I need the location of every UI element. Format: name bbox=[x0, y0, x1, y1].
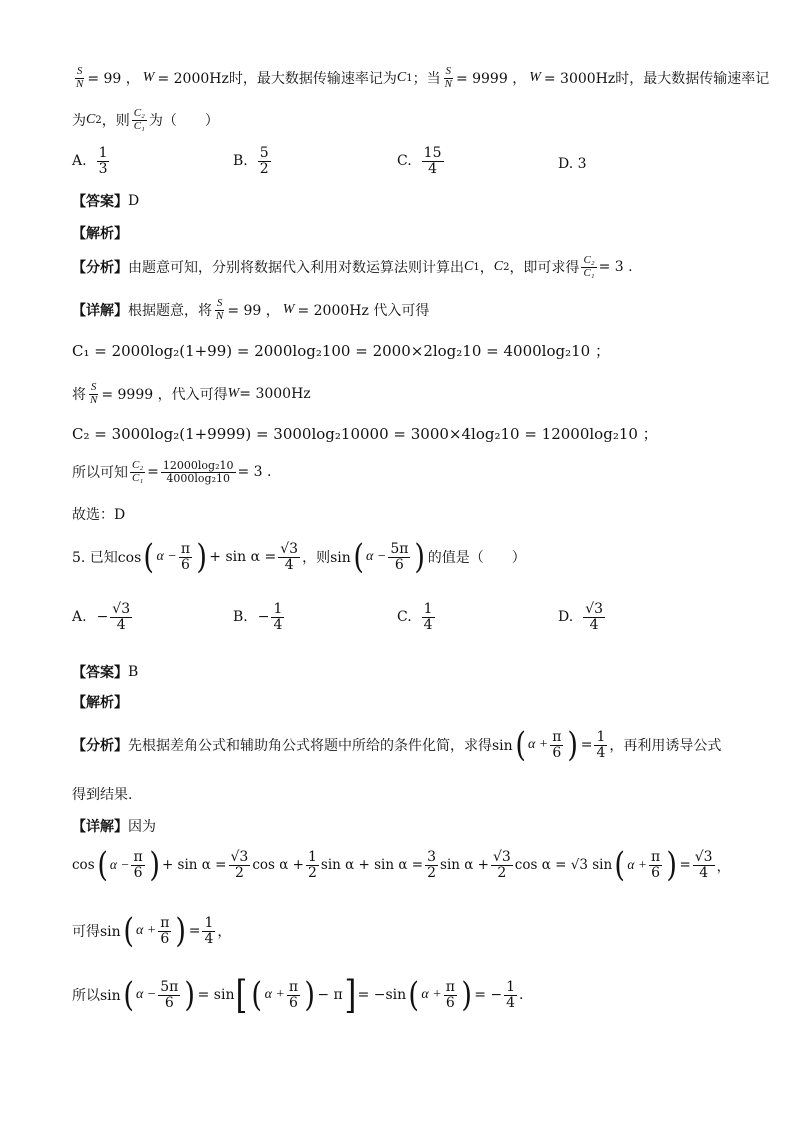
fraction-s-over-n: $\frac{S}{N}$ bbox=[76, 65, 84, 90]
fraction: $\frac{1}{2}$ bbox=[307, 848, 317, 881]
fraction-pi-6: $\frac{\pi}{6}$ bbox=[133, 848, 143, 881]
option-label: C. bbox=[397, 609, 412, 626]
text: 所以sin bbox=[72, 988, 121, 1004]
q4-option-b bbox=[233, 146, 273, 176]
answer-tag: 【答案】 bbox=[72, 665, 128, 681]
text: ， bbox=[479, 260, 494, 277]
q4-equation-1 bbox=[72, 340, 610, 361]
fraction-c2-over-c1: $\frac{\text{C₂}}{\text{C₁}}$ bbox=[133, 107, 145, 132]
var-c: C bbox=[396, 70, 407, 86]
right-paren: ) bbox=[184, 975, 196, 1015]
text: ，再利用诱导公式 bbox=[609, 738, 722, 754]
text: = 9999 ，代入可得 bbox=[101, 387, 228, 404]
text: 可得sin bbox=[72, 924, 121, 940]
text: 所以可知 bbox=[72, 465, 128, 482]
option-label: A. bbox=[72, 609, 87, 626]
fraction-pi-6: $\frac{\pi}{6}$ bbox=[160, 914, 170, 947]
text: = 9999 ， bbox=[455, 71, 527, 88]
q4-equation-2 bbox=[72, 423, 658, 444]
equation: C₁ = 2000log₂(1+99) = 2000log₂100 = 2000×2log₂10 = 4000log₂10 ； bbox=[72, 342, 610, 360]
fraction-log-ratio: $\frac{\text{12000log₂10}}{\text{4000log₂10}}$ bbox=[162, 459, 234, 485]
q5-fenxi-line2 bbox=[72, 784, 132, 804]
left-paren: ( bbox=[123, 975, 134, 1015]
subscript: 2 bbox=[503, 261, 510, 273]
fraction-pi-6: $\frac{\pi}{6}$ bbox=[180, 540, 191, 573]
text: = − bbox=[474, 987, 503, 1003]
text: α + bbox=[627, 857, 647, 872]
left-paren: ( bbox=[353, 537, 364, 577]
sign: − bbox=[96, 609, 109, 626]
right-paren: ) bbox=[461, 975, 472, 1015]
fraction: $\frac{√3}{4}$ bbox=[112, 601, 131, 633]
q5-fenxi bbox=[72, 725, 722, 765]
var-w: W bbox=[282, 302, 295, 318]
fraction-5pi-6: $\frac{5\pi}{6}$ bbox=[160, 978, 179, 1011]
fraction-s-over-n: $\frac{S}{N}$ bbox=[216, 297, 224, 322]
q4-fenxi bbox=[72, 255, 633, 279]
text: 根据题意，将 bbox=[128, 303, 212, 320]
left-paren: ( bbox=[251, 975, 263, 1015]
var-c: C bbox=[86, 112, 96, 128]
text: = sin bbox=[197, 987, 235, 1003]
text: = bbox=[188, 923, 201, 939]
q4-ratio-line bbox=[72, 460, 272, 484]
text: = 3 . bbox=[237, 464, 272, 481]
text: sin α + bbox=[440, 857, 489, 873]
fraction: $\frac{√3}{4}$ bbox=[694, 848, 713, 881]
text: = bbox=[679, 857, 691, 873]
q5-option-d bbox=[558, 602, 607, 632]
q5-equation-1 bbox=[72, 845, 731, 885]
xiangjie-tag: 【详解】 bbox=[72, 819, 128, 835]
left-paren: ( bbox=[123, 911, 134, 951]
left-paren: ( bbox=[408, 975, 420, 1015]
q4-line-substitute bbox=[72, 382, 311, 406]
text: ，则 bbox=[101, 113, 130, 130]
text: = −sin bbox=[357, 987, 407, 1003]
text: ；当 bbox=[412, 71, 441, 88]
fenxi-tag: 【分析】 bbox=[72, 260, 128, 277]
answer-value: B bbox=[128, 664, 139, 680]
text: = 99 ， bbox=[87, 71, 140, 88]
text: . bbox=[519, 987, 524, 1003]
text: = 99 ， bbox=[227, 303, 280, 320]
text: = bbox=[147, 464, 159, 481]
q4-analysis-header bbox=[72, 223, 128, 243]
q5-option-b bbox=[233, 602, 286, 632]
fraction-5pi-6: $\frac{5\pi}{6}$ bbox=[390, 540, 409, 573]
analysis-tag: 【解析】 bbox=[72, 695, 128, 711]
text: 5. 已知cos bbox=[72, 550, 142, 566]
fraction-c2-over-c1: $\frac{\text{C₂}}{\text{C₁}}$ bbox=[132, 459, 144, 484]
text: 故选：D bbox=[72, 507, 126, 523]
text: α − bbox=[135, 987, 157, 1002]
q5-equation-2 bbox=[72, 911, 232, 951]
fraction-c2-over-c1: $\frac{\text{C₂}}{\text{C₁}}$ bbox=[583, 254, 595, 279]
var-w: W bbox=[227, 386, 240, 402]
fraction-sqrt3-4: $\frac{√3}{4}$ bbox=[280, 540, 299, 573]
right-paren: ) bbox=[148, 845, 160, 885]
equation: C₂ = 3000log₂(1+9999) = 3000log₂10000 = 3000×4log₂10 = 12000log₂10 ； bbox=[72, 425, 658, 443]
text: 得到结果. bbox=[72, 787, 133, 803]
text: 由题意可知，分别将数据代入利用对数运算法则计算出 bbox=[128, 260, 464, 277]
text: − π bbox=[317, 987, 343, 1003]
q5-equation-3 bbox=[72, 973, 524, 1017]
option-label: B. bbox=[233, 609, 248, 626]
text: ，即可求得 bbox=[509, 260, 580, 277]
fraction-1-4: $\frac{1}{4}$ bbox=[204, 914, 214, 947]
left-paren: ( bbox=[614, 845, 626, 885]
text: = 3000Hz时，最大数据传输速率记 bbox=[543, 71, 770, 88]
answer-tag: 【答案】 bbox=[72, 194, 128, 210]
text: α − bbox=[156, 549, 177, 564]
fraction: $\frac{√3}{2}$ bbox=[492, 848, 511, 881]
fraction: $\frac{√3}{2}$ bbox=[230, 848, 249, 881]
left-paren: ( bbox=[143, 537, 155, 577]
q4-stem-line2 bbox=[72, 108, 219, 132]
subscript: 2 bbox=[95, 114, 102, 126]
fraction-1-4: $\frac{1}{4}$ bbox=[596, 728, 606, 761]
q5-option-c bbox=[397, 602, 437, 632]
q4-option-d bbox=[558, 156, 587, 172]
text: 为（ ） bbox=[148, 113, 219, 130]
var-c: C bbox=[493, 259, 504, 275]
fraction: $\frac{3}{2}$ bbox=[427, 848, 437, 881]
q4-answer bbox=[72, 191, 139, 211]
answer-value: D bbox=[128, 193, 140, 209]
fenxi-tag: 【分析】 bbox=[72, 738, 128, 754]
analysis-tag: 【解析】 bbox=[72, 226, 128, 242]
fraction-s-over-n: $\frac{S}{N}$ bbox=[444, 65, 452, 90]
text: ， bbox=[217, 924, 232, 940]
text: α + bbox=[264, 987, 285, 1002]
left-paren: ( bbox=[96, 845, 108, 885]
q5-option-a bbox=[72, 602, 134, 632]
xiangjie-tag: 【详解】 bbox=[72, 303, 128, 320]
var-c: C bbox=[464, 259, 474, 275]
fraction: $\frac{1}{4}$ bbox=[423, 601, 433, 633]
text: + sin α = bbox=[161, 857, 227, 873]
option-label: A. bbox=[72, 153, 87, 170]
q4-option-c bbox=[397, 146, 446, 176]
fraction-pi-6: $\frac{\pi}{6}$ bbox=[650, 848, 661, 881]
right-bracket: ] bbox=[344, 973, 357, 1017]
right-paren: ) bbox=[175, 911, 187, 951]
text: α + bbox=[135, 923, 157, 938]
subscript: 1 bbox=[406, 72, 413, 84]
fraction-pi-6: $\frac{\pi}{6}$ bbox=[552, 728, 562, 761]
text: = bbox=[580, 737, 593, 753]
text: cos α + bbox=[252, 857, 304, 873]
option-label: D. bbox=[558, 609, 574, 626]
text: α − bbox=[366, 549, 387, 564]
q5-stem bbox=[72, 537, 526, 577]
q5-xiangjie bbox=[72, 816, 156, 836]
fraction-pi-6: $\frac{\pi}{6}$ bbox=[445, 978, 455, 1011]
text: sin α + sin α = bbox=[320, 857, 424, 873]
text: = 3000Hz bbox=[239, 386, 311, 403]
subscript: 1 bbox=[473, 261, 480, 273]
fraction-s-over-n: $\frac{S}{N}$ bbox=[90, 381, 98, 406]
q4-stem-line1 bbox=[72, 66, 769, 90]
text: cos bbox=[72, 857, 95, 873]
text: ， bbox=[716, 859, 731, 875]
text: = 3 . bbox=[598, 259, 633, 276]
text: 先根据差角公式和辅助角公式将题中所给的条件化简，求得sin bbox=[128, 738, 513, 754]
text: 将 bbox=[72, 387, 86, 404]
text: 的值是（ ） bbox=[427, 550, 526, 566]
right-paren: ) bbox=[414, 537, 426, 577]
text: ，则sin bbox=[302, 550, 351, 566]
right-paren: ) bbox=[196, 537, 207, 577]
text: 为 bbox=[72, 113, 86, 130]
text: = 2000Hz时，最大数据传输速率记为 bbox=[157, 71, 397, 88]
option-label: D. 3 bbox=[558, 156, 587, 172]
fraction: $\frac{5}{2}$ bbox=[259, 145, 269, 177]
left-bracket: [ bbox=[235, 973, 248, 1017]
q4-xiangjie bbox=[72, 298, 429, 322]
q4-option-a bbox=[72, 146, 111, 176]
fraction: $\frac{15}{4}$ bbox=[423, 145, 442, 177]
right-paren: ) bbox=[666, 845, 678, 885]
text: α + bbox=[527, 737, 549, 752]
q5-analysis-header bbox=[72, 692, 128, 712]
fraction: $\frac{√3}{4}$ bbox=[585, 601, 604, 633]
fraction-1-4: $\frac{1}{4}$ bbox=[506, 978, 516, 1011]
text: α + bbox=[421, 987, 442, 1002]
q4-conclusion bbox=[72, 504, 125, 524]
text: 因为 bbox=[128, 819, 156, 835]
fraction: $\frac{1}{4}$ bbox=[273, 601, 283, 633]
right-paren: ) bbox=[567, 725, 579, 765]
q5-answer bbox=[72, 662, 138, 682]
option-label: B. bbox=[233, 153, 248, 170]
var-w: W bbox=[529, 70, 541, 86]
text: = 2000Hz 代入可得 bbox=[297, 303, 430, 320]
left-paren: ( bbox=[515, 725, 526, 765]
option-label: C. bbox=[397, 153, 412, 170]
sign: − bbox=[257, 609, 270, 626]
right-paren: ) bbox=[304, 975, 316, 1015]
text: cos α = √3 sin bbox=[514, 857, 613, 873]
fraction: $\frac{1}{3}$ bbox=[98, 145, 108, 177]
var-w: W bbox=[142, 70, 155, 86]
text: + sin α = bbox=[209, 549, 277, 565]
fraction-pi-6: $\frac{\pi}{6}$ bbox=[288, 978, 299, 1011]
text: α − bbox=[109, 857, 130, 872]
